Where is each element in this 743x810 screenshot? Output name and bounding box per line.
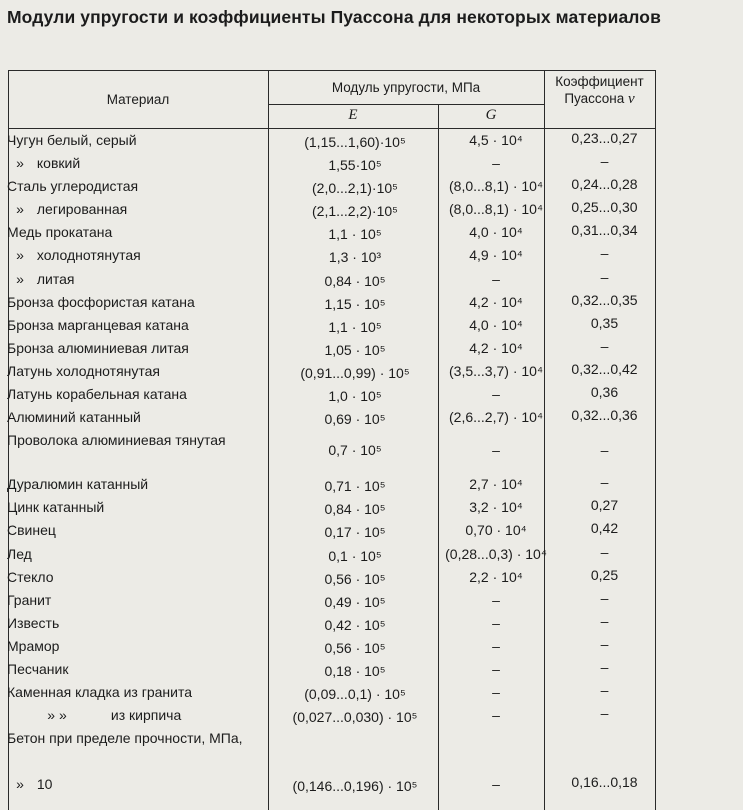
material-cell	[7, 409, 141, 425]
header-poisson-line2	[544, 90, 655, 108]
modulus-e-cell: (0,91...0,99) · 10⁵	[300, 364, 410, 381]
modulus-g-cell: –	[492, 660, 500, 677]
poisson-cell: 0,25...0,30	[571, 199, 638, 216]
modulus-g-cell: 4,2 · 10⁴	[469, 339, 523, 356]
material-name: Цинк катанный	[7, 499, 105, 516]
table-row	[8, 613, 656, 636]
table-row	[8, 774, 656, 797]
table-row	[8, 176, 656, 199]
poisson-cell: 0,27	[590, 497, 619, 514]
material-cell	[7, 476, 148, 492]
modulus-g-cell: 4,0 · 10⁴	[469, 316, 523, 333]
table-row	[8, 659, 656, 682]
modulus-g-cell: 0,70 · 10⁴	[465, 522, 527, 539]
modulus-e-cell: 0,56 · 10⁵	[324, 570, 386, 587]
modulus-e-cell: 1,1 · 10⁵	[328, 318, 382, 335]
poisson-cell: 0,16...0,18	[571, 774, 638, 791]
material-name: из кирпича	[110, 707, 182, 724]
modulus-e-cell: 0,7 · 10⁵	[328, 442, 382, 459]
poisson-cell: 0,35	[590, 314, 619, 331]
poisson-cell: 0,25	[590, 566, 619, 583]
modulus-g-cell: –	[492, 637, 500, 654]
material-name: легированная	[36, 201, 128, 218]
material-cell	[7, 386, 187, 402]
page-title: Модули упругости и коэффициенты Пуассона для некоторых материалов	[7, 7, 661, 27]
header-g: G	[485, 107, 497, 123]
material-cell	[7, 271, 75, 287]
material-name: Мрамор	[7, 637, 60, 654]
table-row	[8, 222, 656, 245]
material-cell	[7, 294, 195, 310]
table-row	[8, 384, 656, 407]
material-cell	[7, 432, 262, 449]
modulus-e-cell: 0,17 · 10⁵	[324, 524, 386, 541]
material-name: Медь прокатана	[7, 224, 113, 241]
material-name: Бронза фосфористая катана	[7, 293, 195, 310]
materials-table	[8, 70, 656, 810]
material-name: Дуралюмин катанный	[7, 476, 149, 493]
modulus-g-cell: –	[492, 776, 500, 793]
header-poisson-symbol: v	[628, 91, 635, 107]
modulus-e-cell: 0,18 · 10⁵	[324, 662, 386, 679]
poisson-cell: –	[600, 474, 609, 491]
material-cell	[7, 201, 127, 217]
poisson-cell: 0,32...0,42	[571, 360, 638, 377]
modulus-e-cell: 0,84 · 10⁵	[324, 272, 386, 289]
poisson-cell: –	[600, 442, 609, 459]
poisson-cell: 0,36	[590, 384, 619, 401]
header-bottom-border	[8, 128, 656, 129]
material-name: Латунь корабельная катана	[7, 386, 187, 403]
material-cell	[7, 730, 262, 747]
modulus-g-cell: 2,2 · 10⁴	[469, 568, 523, 585]
modulus-g-cell: (8,0...8,1) · 10⁴	[449, 178, 543, 195]
modulus-g-cell: –	[492, 591, 500, 608]
material-name: Латунь холоднотянутая	[7, 362, 161, 379]
material-name: Алюминий катанный	[7, 409, 141, 426]
table-border-top	[8, 70, 656, 71]
header-poisson-line1: Коэффициент	[555, 74, 644, 89]
material-cell	[7, 340, 189, 356]
header-poisson-label: Пуассона	[564, 91, 625, 106]
modulus-g-cell: 4,2 · 10⁴	[469, 293, 523, 310]
material-cell	[7, 155, 80, 171]
table-row	[8, 292, 656, 315]
modulus-e-cell: 0,1 · 10⁵	[328, 547, 382, 564]
material-name: Песчаник	[7, 660, 69, 677]
table-row	[8, 338, 656, 361]
modulus-g-cell: 4,0 · 10⁴	[469, 224, 523, 241]
modulus-g-cell: –	[492, 684, 500, 701]
table-row	[8, 636, 656, 659]
ditto-mark: »	[16, 776, 24, 793]
ditto-mark: » »	[47, 707, 67, 724]
modulus-e-cell: (0,027...0,030) · 10⁵	[292, 709, 418, 726]
material-cell	[7, 592, 51, 608]
poisson-cell: –	[600, 337, 609, 354]
modulus-g-cell: 4,9 · 10⁴	[469, 247, 523, 264]
poisson-cell: –	[600, 635, 609, 652]
modulus-e-cell: 0,56 · 10⁵	[324, 639, 386, 656]
material-name: ковкий	[36, 155, 81, 172]
ditto-mark: »	[16, 247, 24, 264]
table-body	[8, 130, 656, 797]
material-name: Стекло	[7, 568, 54, 585]
modulus-e-cell: 0,71 · 10⁵	[324, 478, 386, 495]
material-name: Гранит	[7, 591, 52, 608]
material-cell	[7, 499, 104, 515]
table-row	[8, 520, 656, 543]
modulus-e-cell: 1,3 · 10³	[328, 249, 382, 266]
material-name: Чугун белый, серый	[7, 132, 137, 148]
material-name: холоднотянутая	[36, 247, 141, 264]
modulus-g-cell: (2,6...2,7) · 10⁴	[449, 409, 543, 426]
table-row	[8, 705, 656, 728]
material-cell	[7, 661, 68, 677]
table-row	[8, 153, 656, 176]
modulus-e-cell: (1,15...1,60)·10⁵	[304, 134, 406, 150]
modulus-g-cell: (0,28...0,3) · 10⁴	[445, 545, 547, 562]
material-name: Бетон при пределе прочности, МПа,	[7, 730, 243, 747]
poisson-cell: –	[600, 245, 609, 262]
poisson-cell: –	[600, 612, 609, 629]
material-cell	[7, 132, 137, 148]
table-row	[8, 497, 656, 520]
material-name: литая	[36, 270, 75, 287]
modulus-e-cell: 1,55·10⁵	[328, 157, 382, 174]
table-row	[8, 590, 656, 613]
poisson-cell: –	[600, 658, 609, 675]
modulus-e-cell: (2,0...2,1)·10⁵	[312, 180, 398, 197]
table-row	[8, 269, 656, 292]
material-cell	[7, 615, 59, 631]
material-cell	[7, 317, 189, 333]
material-cell	[7, 178, 138, 194]
ditto-mark: »	[16, 201, 24, 218]
header-poisson	[544, 73, 655, 108]
modulus-g-cell: (8,0...8,1) · 10⁴	[449, 201, 543, 218]
poisson-cell: –	[600, 589, 609, 606]
material-cell	[7, 363, 160, 379]
material-name: Свинец	[7, 522, 56, 539]
table-row	[8, 199, 656, 222]
modulus-e-cell: 0,49 · 10⁵	[324, 593, 386, 610]
modulus-g-cell: 4,5 · 10⁴	[469, 132, 523, 148]
table-row	[8, 567, 656, 590]
poisson-cell: 0,23...0,27	[571, 130, 638, 146]
modulus-e-cell: 0,69 · 10⁵	[324, 411, 386, 428]
poisson-cell: –	[600, 153, 609, 170]
header-material: Материал	[106, 92, 170, 107]
ditto-mark: »	[16, 155, 24, 172]
poisson-cell: –	[600, 705, 609, 722]
table-row	[8, 130, 656, 153]
header-modulus: Модуль упругости, МПа	[331, 80, 481, 95]
poisson-cell: 0,32...0,36	[571, 407, 638, 424]
material-cell	[7, 707, 181, 723]
header-e: E	[348, 107, 358, 123]
modulus-g-cell: (3,5...3,7) · 10⁴	[449, 362, 543, 379]
material-name: Бронза марганцевая катана	[7, 316, 189, 333]
poisson-cell: –	[600, 268, 609, 285]
modulus-e-cell: 0,84 · 10⁵	[324, 501, 386, 518]
modulus-e-cell: (0,146...0,196) · 10⁵	[292, 778, 418, 795]
table-row	[8, 430, 656, 474]
poisson-cell: 0,42	[590, 520, 619, 537]
poisson-cell: 0,31...0,34	[571, 222, 638, 239]
poisson-cell: 0,32...0,35	[571, 291, 638, 308]
material-cell	[7, 224, 112, 240]
ditto-mark: »	[16, 270, 24, 287]
material-name: Бронза алюминиевая литая	[7, 339, 189, 356]
material-cell	[7, 247, 141, 263]
material-cell	[7, 776, 52, 792]
modulus-g-cell: –	[492, 155, 500, 172]
modulus-g-cell: 2,7 · 10⁴	[469, 476, 523, 493]
material-name: Сталь углеродистая	[7, 178, 139, 195]
material-name: Каменная кладка из гранита	[7, 684, 192, 701]
modulus-g-cell: –	[492, 614, 500, 631]
modulus-g-cell: –	[492, 707, 500, 724]
header-divider	[268, 104, 545, 105]
modulus-e-cell: 1,15 · 10⁵	[324, 295, 386, 312]
table-row	[8, 245, 656, 268]
material-cell	[7, 638, 59, 654]
table-row	[8, 361, 656, 384]
modulus-g-cell: –	[492, 270, 500, 287]
table-row	[8, 728, 656, 774]
modulus-e-cell: 1,05 · 10⁵	[324, 341, 386, 358]
material-name: Известь	[7, 614, 60, 631]
poisson-cell: 0,24...0,28	[571, 176, 638, 193]
table-row	[8, 474, 656, 497]
table-row	[8, 407, 656, 430]
modulus-e-cell: 1,1 · 10⁵	[328, 226, 382, 243]
table-row	[8, 544, 656, 567]
material-name: 10	[36, 776, 53, 793]
modulus-e-cell: (0,09...0,1) · 10⁵	[304, 686, 406, 703]
modulus-g-cell: 3,2 · 10⁴	[469, 499, 523, 516]
modulus-g-cell: –	[492, 386, 500, 403]
table-row	[8, 315, 656, 338]
modulus-e-cell: (2,1...2,2)·10⁵	[312, 203, 398, 220]
table-row	[8, 682, 656, 705]
modulus-e-cell: 0,42 · 10⁵	[324, 616, 386, 633]
poisson-cell: –	[600, 543, 609, 560]
material-cell	[7, 569, 54, 585]
material-name: Лед	[7, 545, 32, 562]
material-cell	[7, 546, 32, 562]
material-cell	[7, 684, 192, 700]
material-name: Проволока алюминиевая тянутая	[7, 432, 226, 449]
modulus-g-cell: –	[492, 442, 500, 459]
material-cell	[7, 522, 56, 538]
poisson-cell: –	[600, 682, 609, 699]
modulus-e-cell: 1,0 · 10⁵	[328, 388, 382, 405]
